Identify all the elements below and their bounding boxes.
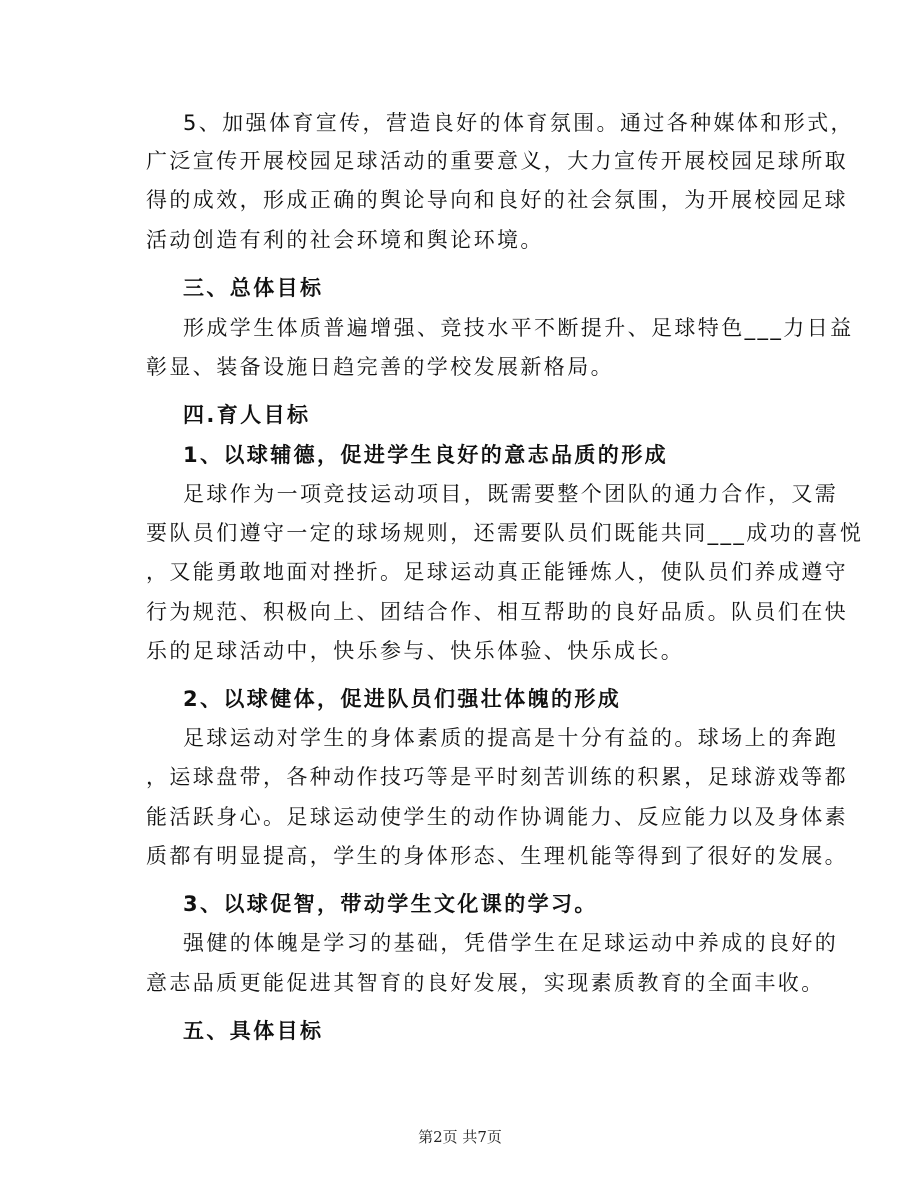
paragraph-line: ，又能勇敢地面对挫折。足球运动真正能锤炼人，使队员们养成遵守 <box>146 560 848 584</box>
subsection-heading: 2、以球健体，促进队员们强壮体魄的形成 <box>183 687 622 711</box>
section-heading: 五、具体目标 <box>183 1019 324 1043</box>
paragraph-line: 彰显、装备设施日趋完善的学校发展新格局。 <box>146 355 614 379</box>
subsection-heading: 3、以球促智，带动学生文化课的学习。 <box>183 892 598 916</box>
paragraph-line: 意志品质更能促进其智育的良好发展，实现素质教育的全面丰收。 <box>146 971 825 995</box>
paragraph-line: ，运球盘带，各种动作技巧等是平时刻苦训练的积累，足球游戏等都 <box>146 765 848 789</box>
subsection-heading: 1、以球辅德，促进学生良好的意志品质的形成 <box>183 443 669 467</box>
paragraph-line: 行为规范、积极向上、团结合作、相互帮助的良好品质。队员们在快 <box>146 600 848 624</box>
paragraph-line: 乐的足球活动中，快乐参与、快乐体验、快乐成长。 <box>146 639 685 663</box>
paragraph-line: 活动创造有利的社会环境和舆论环境。 <box>146 228 544 252</box>
section-heading: 三、总体目标 <box>183 276 324 300</box>
paragraph-line: 强健的体魄是学习的基础，凭借学生在足球运动中养成的良好的 <box>183 931 839 955</box>
section-heading: 四.育人目标 <box>183 403 311 427</box>
paragraph-line: 要队员们遵守一定的球场规则，还需要队员们既能共同___成功的喜悦 <box>146 521 864 545</box>
paragraph-line: 足球运动对学生的身体素质的提高是十分有益的。球场上的奔跑 <box>183 726 839 750</box>
paragraph-line: 质都有明显提高，学生的身体形态、生理机能等得到了很好的发展。 <box>146 844 848 868</box>
paragraph-line: 得的成效，形成正确的舆论导向和良好的社会氛围，为开展校园足球 <box>146 188 848 212</box>
page-number: 第2页 共7页 <box>418 1128 502 1146</box>
paragraph-line: 广泛宣传开展校园足球活动的重要意义，大力宣传开展校园足球所取 <box>146 149 848 173</box>
paragraph-line: 形成学生体质普遍增强、竞技水平不断提升、足球特色___力日益 <box>183 316 854 340</box>
paragraph-line: 5、加强体育宣传，营造良好的体育氛围。通过各种媒体和形式， <box>183 111 854 135</box>
paragraph-line: 能活跃身心。足球运动使学生的动作协调能力、反应能力以及身体素 <box>146 805 848 829</box>
paragraph-line: 足球作为一项竞技运动项目，既需要整个团队的通力合作，又需 <box>183 482 839 506</box>
